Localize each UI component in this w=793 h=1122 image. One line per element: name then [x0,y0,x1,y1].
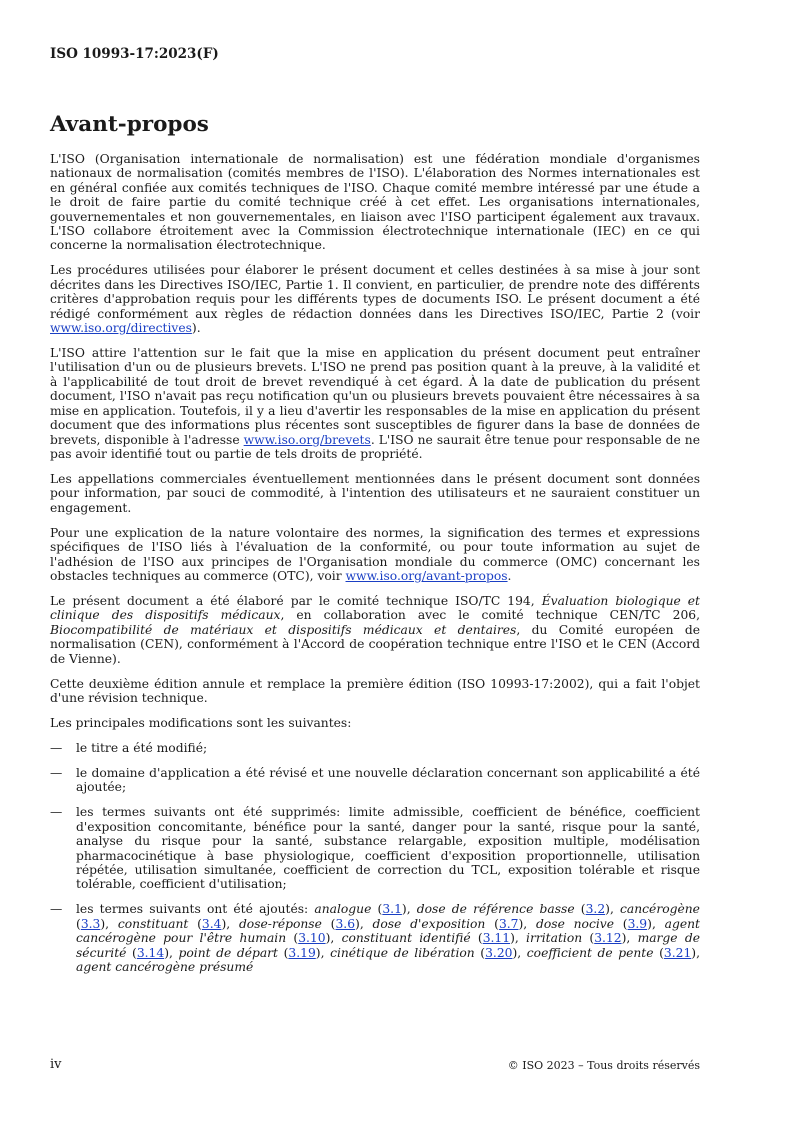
list-item-text: le titre a été modifié; [76,740,208,755]
term: marge de sécurité [76,931,700,960]
term: cancérogène [620,902,700,917]
punctuation: ), [647,916,665,931]
term: cinétique de libération [330,945,475,960]
list-item [50,902,700,974]
committee-title-italic: Évaluation biologique et clinique des dispositifs médicaux [50,593,701,623]
paragraph-iso-intro: L'ISO (Organisation internationale de normalisation) est une fédération mondiale d'organismes nationaux de normalisation (comités membres de l'ISO). L'élaboration des Normes internationales est en général confiée aux comités techniques de l'ISO. Chaque comité membre intéressé par une étude a le droit de faire partie du comité technique créé à cet effet. Les organisations internationales, gouvernementales et non gouvernementales, en liaison avec l'ISO participent également aux travaux. L'ISO collabore étroitement avec la Commission électrotechnique internationale (IEC) en ce qui concerne la normalisation électrotechnique. [50,152,700,253]
paragraph-committee [50,594,700,666]
punctuation: ( [614,916,628,931]
punctuation: ( [371,902,383,917]
punctuation: ( [286,931,299,946]
list-item-text: les termes suivants ont été supprimés: limite admissible, coefficient de bénéfice, coefficient d'exposition concomitante, bénéfice pour la santé, danger pour la santé, risque pour la santé, analyse du risque pour la santé, substance relargable, exposition multiple, modélisation pharmacocinétique à base physiologique, coefficient d'exposition proportionnelle, utilisation répétée, utilisation simultanée, coefficient de correction du TCL, exposition tolérable et risque tolérable, coefficient d'utilisation; [76,805,700,892]
clause-reference-link[interactable]: 3.6 [335,916,356,931]
punctuation: ), [510,931,527,946]
dash-bullet: — [50,902,63,917]
paragraph-procedures [50,263,700,335]
punctuation: ( [574,902,586,917]
punctuation: ( [485,916,499,931]
list-item [50,805,700,891]
paragraph-text: ). [191,321,201,336]
punctuation: ), [164,945,179,960]
clause-reference-link[interactable]: 3.11 [482,931,511,946]
clause-reference-link[interactable]: 3.21 [663,945,692,960]
paragraph-changes-intro: Les principales modifications sont les suivantes: [50,715,352,730]
foreword-body [50,152,700,985]
document-page [50,0,700,1122]
copyright-notice: © ISO 2023 – Tous droits réservés [507,1059,700,1072]
document-id: ISO 10993-17:2023(F) [50,46,219,62]
punctuation: ), [221,916,239,931]
paragraph-text: , du Comité européen de normalisation (CEN), conformément à l'Accord de coopération technique entre l'ISO et le CEN (Accord de Vienne). [50,622,700,666]
page-number: iv [50,1057,62,1072]
paragraph-text: , en collaboration avec le comité technique CEN/TC 206, [280,608,700,623]
clause-reference-link[interactable]: 3.3 [80,916,101,931]
term: agent cancérogène pour l'être humain [76,916,700,946]
paragraph-patents [50,346,700,461]
clause-reference-link[interactable]: 3.10 [298,931,326,946]
list-item [50,741,700,755]
term: analogue [314,902,372,917]
clause-reference-link[interactable]: 3.12 [594,931,622,946]
punctuation: ( [76,916,81,931]
punctuation: ), [518,916,536,931]
term: dose de référence basse [416,902,575,917]
list-item-text: les termes suivants ont été ajoutés: [76,902,315,917]
term: dose d'exposition [372,916,486,931]
punctuation: ), [401,902,417,917]
clause-reference-link[interactable]: 3.7 [498,916,519,931]
added-terms-text [76,902,700,974]
list-item-text: le domaine d'application a été révisé et une nouvelle déclaration concernant son applicabilité a été ajoutée; [76,765,700,795]
punctuation: ), [605,902,621,917]
paragraph-text: Les procédures utilisées pour élaborer le présent document et celles destinées à sa mise à jour sont décrites dans les Directives ISO/IEC, Partie 1. Il convient, en particulier, de prendre note des différents critères d'approbation requis pour les différents types de documents ISO. Le présent document a été rédigé conformément aux règles de rédaction données dans les Directives ISO/IEC, Partie 2 (voir [50,263,700,321]
clause-reference-link[interactable]: 3.4 [201,916,222,931]
page-title: Avant-propos [50,112,209,137]
punctuation: ), [621,931,638,946]
clause-reference-link[interactable]: 3.9 [627,916,648,931]
clause-reference-link[interactable]: 3.19 [288,945,316,960]
punctuation: ), [100,916,118,931]
punctuation: ), [512,945,527,960]
punctuation: ( [321,916,336,931]
punctuation: ( [582,931,595,946]
paragraph-text: L'ISO attire l'attention sur le fait que la mise en application du présent document peut entraîner l'utilisation d'un ou de plusieurs brevets. L'ISO ne prend pas position quant à la preuve, à la validité et à l'applicabilité de tout droit de brevet revendiqué à cet égard. À la date de publication du présent document, l'ISO n'avait pas reçu notification qu'un ou plusieurs brevets pouvaient être nécessaires à sa mise en application. Toutefois, il y a lieu d'avertir les responsables de la mise en application du présent document que des informations plus récentes sont susceptibles de figurer dans la base de données de brevets, disponible à l'adresse [50,346,700,447]
paragraph-text: . [507,568,512,583]
term: point de départ [178,945,279,960]
list-item [50,766,700,795]
paragraph-trade-names: Les appellations commerciales éventuellement mentionnées dans le présent document sont données pour information, par souci de commodité, à l'intention des utilisateurs et ne sauraient constituer un engagement. [50,471,700,515]
dash-bullet: — [50,765,63,780]
term: agent cancérogène présumé [76,960,254,975]
punctuation: ( [126,945,137,960]
paragraph-text: Le présent document a été élaboré par le comité technique ISO/TC 194, [50,593,542,608]
term: coefficient de pente [526,945,654,960]
punctuation: ( [653,945,664,960]
term: constituant identifié [341,931,471,946]
directives-link[interactable]: www.iso.org/directives [50,321,192,336]
paragraph-text: . L'ISO ne saurait être tenue pour responsable de ne pas avoir identifié tout ou partie de tels droits de propriété. [50,432,700,461]
punctuation: ), [691,945,701,960]
clause-reference-link[interactable]: 3.1 [382,902,402,917]
punctuation: ( [188,916,202,931]
term: dose nocive [535,916,614,931]
changes-list [50,741,700,974]
paragraph-voluntary-nature [50,526,700,584]
punctuation: ( [470,931,483,946]
dash-bullet: — [50,805,63,820]
paragraph-text: Pour une explication de la nature volontaire des normes, la signification des termes et expressions spécifiques de l'ISO liés à l'évaluation de la conformité, ou pour toute information au sujet de l'adhésion de l'ISO aux principes de l'Organisation mondiale du commerce (OMC) concernant les obstacles techniques au commerce (OTC), voir [50,525,700,583]
dash-bullet: — [50,740,63,755]
cen-title-italic: Biocompatibilité de matériaux et dispositifs médicaux et dentaires [50,622,517,637]
clause-reference-link[interactable]: 3.2 [585,902,606,917]
foreword-link[interactable]: www.iso.org/avant-propos [345,568,508,583]
term: dose-réponse [238,916,322,931]
clause-reference-link[interactable]: 3.20 [485,945,513,960]
punctuation: ( [278,945,289,960]
punctuation: ( [474,945,486,960]
punctuation: ), [315,945,331,960]
paragraph-edition: Cette deuxième édition annule et remplace la première édition (ISO 10993-17:2002), qui a fait l'objet d'une révision technique. [50,676,700,705]
patents-link[interactable]: www.iso.org/brevets [243,432,371,447]
punctuation: ), [355,916,373,931]
term: irritation [526,931,583,946]
punctuation: ), [325,931,342,946]
term: constituant [117,916,189,931]
clause-reference-link[interactable]: 3.14 [136,945,165,960]
